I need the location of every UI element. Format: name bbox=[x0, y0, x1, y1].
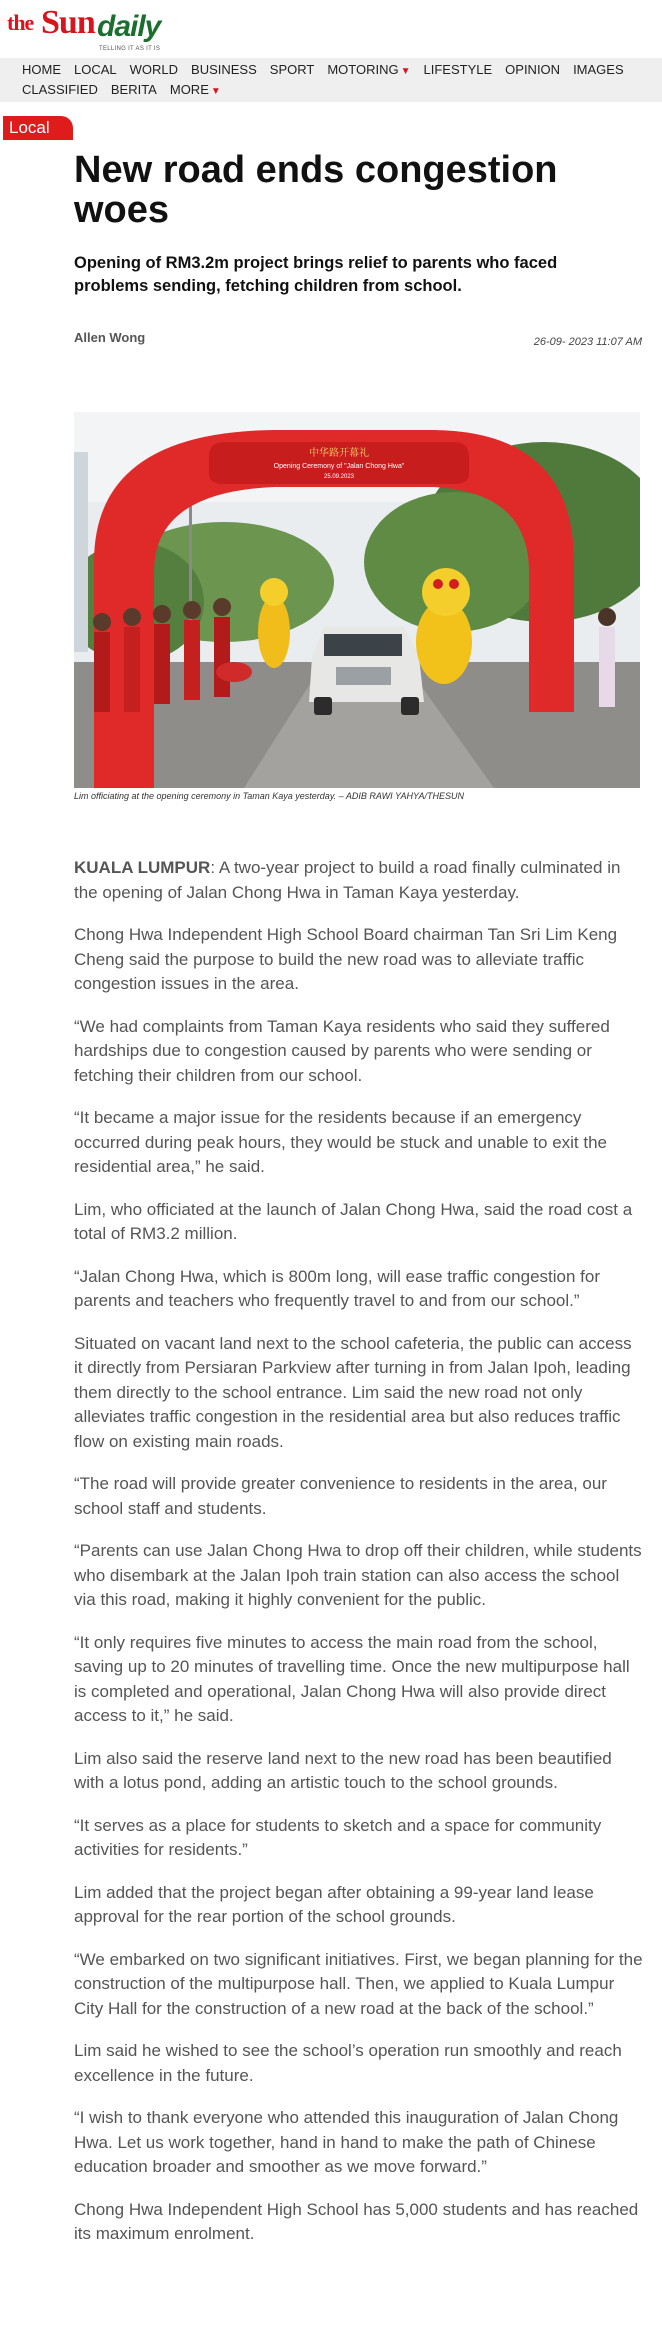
article-author[interactable]: Allen Wong bbox=[74, 330, 146, 345]
paragraph-text: : A two-year project to build a road finally culminated in the opening of Jalan Chong Hwa in Taman Kaya yesterday. bbox=[74, 858, 621, 902]
chevron-down-icon: ▼ bbox=[210, 86, 221, 97]
article-paragraph bbox=[74, 856, 644, 905]
photo-caption: Lim officiating at the opening ceremony in Taman Kaya yesterday. – ADIB RAWI YAHYA/THESUN bbox=[74, 791, 465, 801]
article-subtitle: Opening of RM3.2m project brings relief to parents who faced problems sending, fetching children from school. bbox=[74, 254, 558, 295]
article-paragraph: Lim said he wished to see the school’s operation run smoothly and reach excellence in the future. bbox=[74, 2041, 622, 2085]
nav-local[interactable]: LOCAL bbox=[74, 62, 117, 77]
article-paragraph: Chong Hwa Independent High School Board chairman Tan Sri Lim Keng Cheng said the purpose to build the new road was to alleviate traffic congestion issues in the area. bbox=[74, 925, 618, 993]
chevron-down-icon: ▼ bbox=[400, 66, 411, 77]
nav-more-menu[interactable] bbox=[170, 82, 221, 97]
banner-english-text: Opening Ceremony of "Jalan Chong Hwa" bbox=[273, 463, 405, 470]
nav-classified[interactable]: CLASSIFIED bbox=[22, 82, 98, 97]
article-photo bbox=[74, 412, 640, 788]
nav-sport[interactable]: SPORT bbox=[269, 62, 315, 77]
nav-berita[interactable]: BERITA bbox=[110, 82, 157, 97]
article-paragraph: “The road will provide greater convenience to residents in the area, our school staff and students. bbox=[74, 1474, 607, 1518]
article-paragraph: Lim also said the reserve land next to the new road has been beautified with a lotus pond, adding an artistic touch to the school grounds. bbox=[74, 1748, 612, 1792]
article-paragraph: Lim, who officiated at the launch of Jalan Chong Hwa, said the road cost a total of RM3.2 million. bbox=[74, 1199, 633, 1243]
banner-chinese-text: 中华路开幕礼 bbox=[309, 448, 369, 459]
article-body bbox=[74, 856, 644, 2265]
nav-row-2 bbox=[22, 82, 234, 97]
nav-images[interactable]: IMAGES bbox=[573, 62, 624, 77]
article-title: New road ends congestion woes bbox=[74, 149, 558, 231]
article-paragraph: “Jalan Chong Hwa, which is 800m long, will ease traffic congestion for parents and teachers who frequently travel to and from our school.” bbox=[74, 1266, 601, 1310]
nav-opinion[interactable]: OPINION bbox=[505, 62, 561, 77]
nav-row-1 bbox=[22, 62, 637, 77]
article-paragraph: “I wish to thank everyone who attended this inauguration of Jalan Chong Hwa. Let us work together, hand in hand to make the path of Chinese education broader and smoother as we move forward.” bbox=[74, 2108, 619, 2176]
logo-sun: Sun bbox=[41, 4, 95, 41]
article-paragraph: “It only requires five minutes to access the main road from the school, saving up to 20 minutes of travelling time. Once the new multipurpose hall is completed and operational, Jalan Chong Hwa will also provide direct access to it,” he said. bbox=[74, 1632, 630, 1725]
article-paragraph: Situated on vacant land next to the school cafeteria, the public can access it directly from Persiaran Parkview after turning in from Jalan Ipoh, leading them directly to the school entrance. Lim said the new road not only alleviates traffic congestion in the residential area but also reduces traffic flow on existing main roads. bbox=[74, 1333, 632, 1451]
article-paragraph: Lim added that the project began after obtaining a 99-year land lease approval for the rear portion of the school grounds. bbox=[74, 1882, 594, 1926]
section-badge[interactable]: Local bbox=[3, 116, 73, 140]
article-paragraph: “Parents can use Jalan Chong Hwa to drop off their children, while students who disembark at the Jalan Ipoh train station can also access the school via this road, making it highly convenient for the public. bbox=[74, 1541, 642, 1609]
article-date: 26-09- 2023 11:07 AM bbox=[533, 336, 642, 348]
banner-date-text: 25.09.2023 bbox=[323, 474, 355, 480]
article-paragraph: “It became a major issue for the residents because if an emergency occurred during peak hours, they would be stuck and unable to exit the residential area,” he said. bbox=[74, 1108, 608, 1176]
nav-more: MORE bbox=[169, 82, 209, 97]
nav-business[interactable]: BUSINESS bbox=[191, 62, 257, 77]
article-paragraph: “We had complaints from Taman Kaya residents who said they suffered hardships due to congestion caused by parents who were sending or fetching their children from our school. bbox=[74, 1016, 610, 1085]
site-logo[interactable] bbox=[7, 4, 187, 56]
nav-lifestyle[interactable]: LIFESTYLE bbox=[423, 62, 493, 77]
main-nav bbox=[0, 58, 662, 102]
nav-home[interactable]: HOME bbox=[22, 62, 61, 77]
logo-daily: daily bbox=[97, 10, 161, 43]
logo-the: the bbox=[7, 10, 34, 35]
dateline-location: KUALA LUMPUR bbox=[74, 858, 211, 877]
nav-motoring-menu[interactable] bbox=[327, 62, 410, 77]
article-paragraph: “It serves as a place for students to sketch and a space for community activities for residents.” bbox=[74, 1815, 602, 1859]
article-paragraph: “We embarked on two significant initiatives. First, we began planning for the construction of the multipurpose hall. Then, we applied to Kuala Lumpur City Hall for the construction of a new road at the back of the school.” bbox=[74, 1949, 643, 2018]
opening-ceremony-illustration bbox=[74, 412, 640, 788]
nav-world[interactable]: WORLD bbox=[129, 62, 179, 77]
nav-motoring: MOTORING bbox=[327, 62, 399, 77]
logo-tagline: TELLING IT AS IT IS bbox=[99, 46, 161, 52]
article-paragraph: Chong Hwa Independent High School has 5,000 students and has reached its maximum enrolment. bbox=[74, 2199, 639, 2243]
